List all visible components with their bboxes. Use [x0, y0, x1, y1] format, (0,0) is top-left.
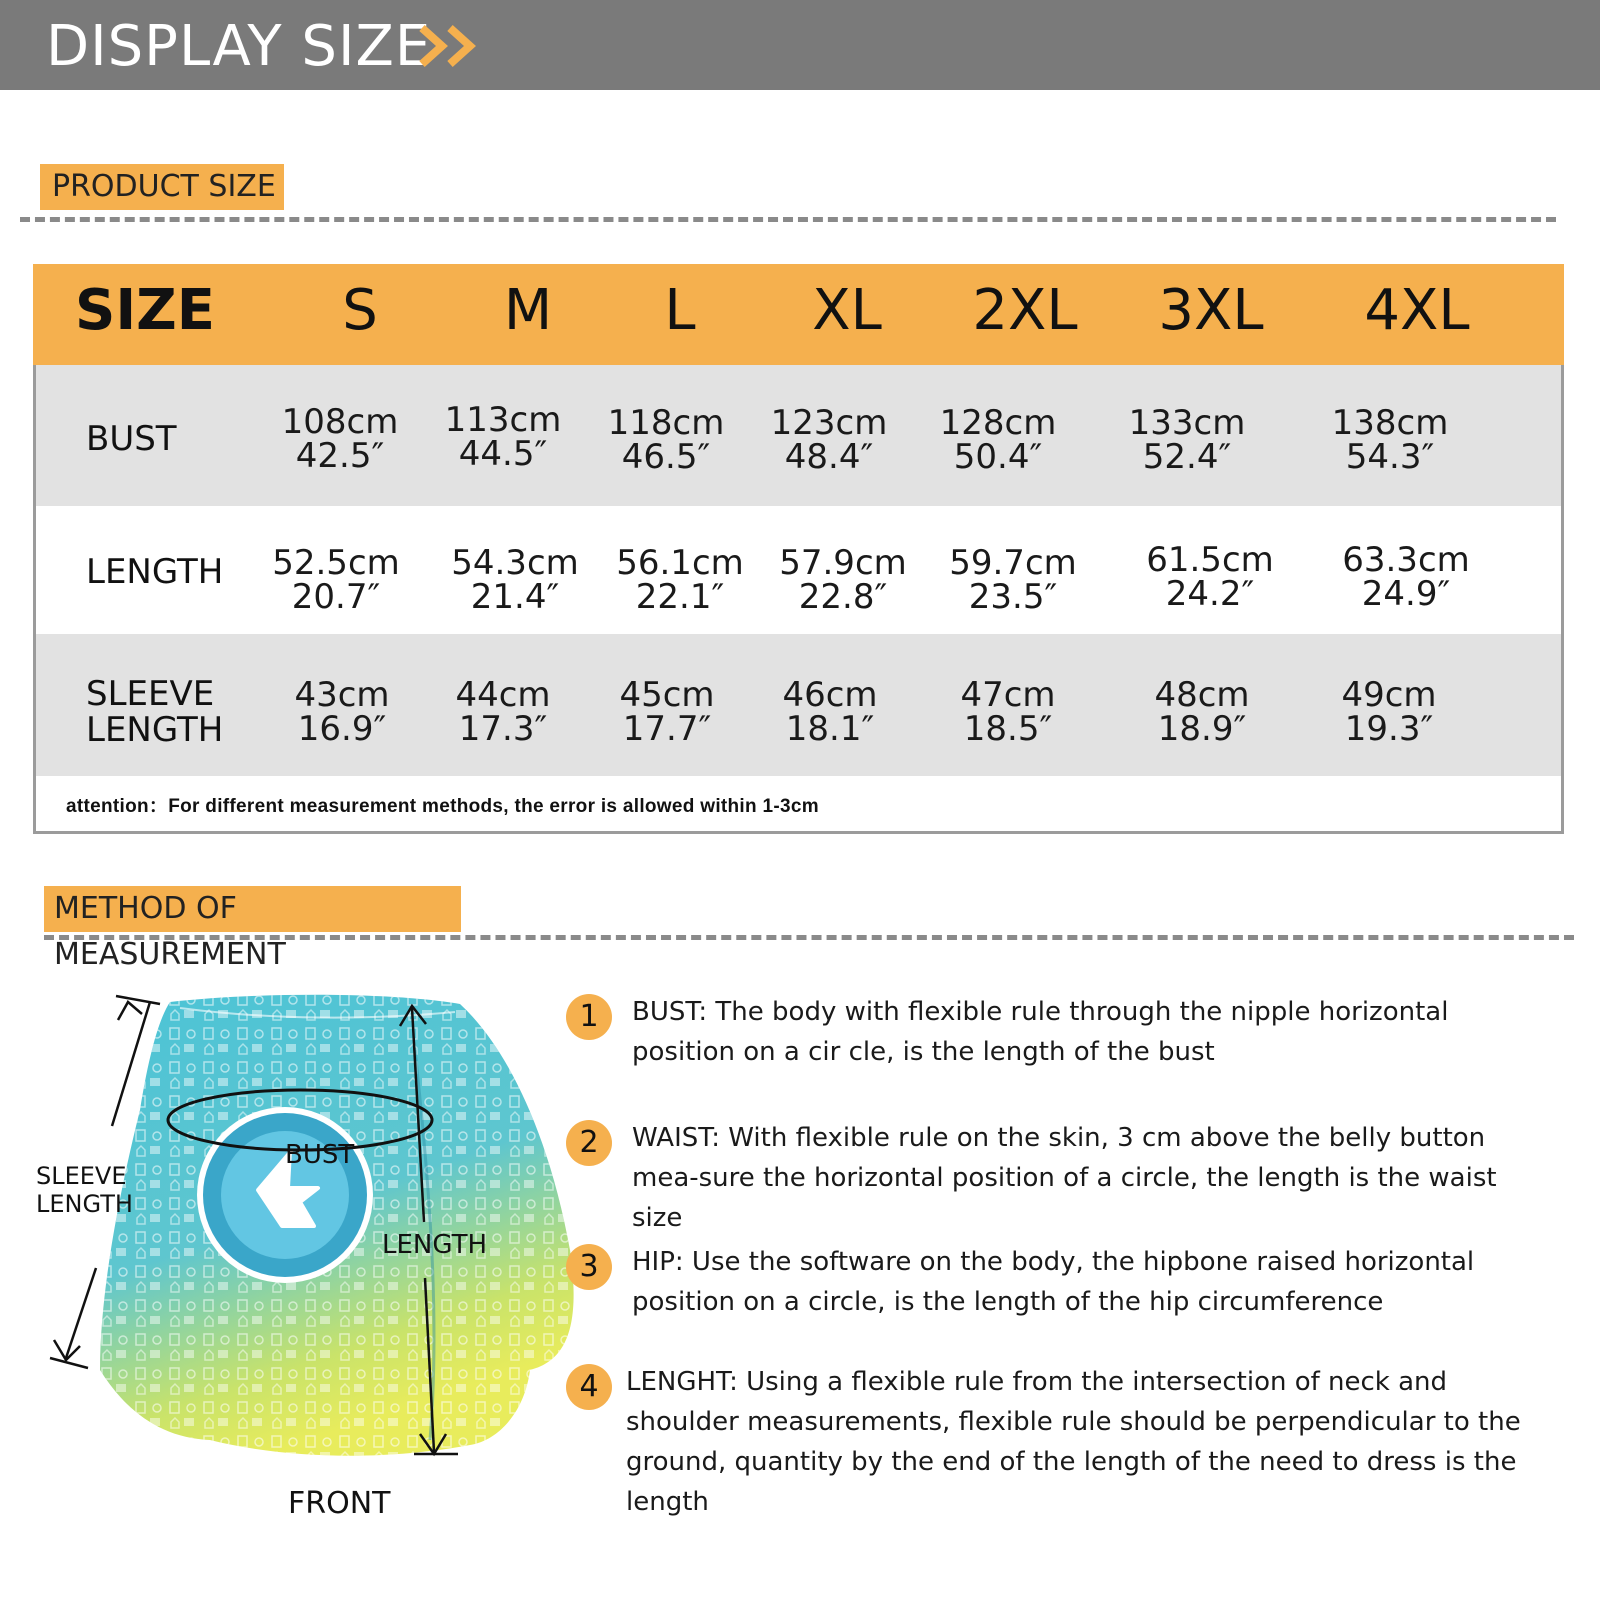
divider [44, 935, 1574, 940]
table-cell: 43cm 16.9″ [294, 675, 390, 749]
table-row-bust [36, 365, 1561, 506]
step-number-badge: 4 [566, 1364, 612, 1410]
size-column-header: 3XL [1158, 278, 1264, 343]
divider [20, 217, 1556, 222]
size-table [33, 264, 1564, 834]
table-cell: 118cm 46.5″ [607, 403, 725, 477]
table-cell: 46cm 18.1″ [782, 675, 878, 749]
table-cell: 108cm 42.5″ [281, 402, 399, 476]
size-column-header: XL [812, 278, 882, 343]
product-size-tag: PRODUCT SIZE [40, 164, 284, 210]
bust-label: BUST [285, 1140, 355, 1170]
table-cell: 133cm 52.4″ [1128, 403, 1246, 477]
table-cell: 45cm 17.7″ [619, 675, 715, 749]
table-cell: 54.3cm 21.4″ [451, 543, 579, 617]
row-label: LENGTH [86, 552, 224, 592]
table-cell: 63.3cm 24.9″ [1342, 540, 1470, 614]
row-label: BUST [86, 419, 177, 459]
table-cell: 47cm 18.5″ [960, 675, 1056, 749]
size-column-header: 4XL [1364, 278, 1470, 343]
table-cell: 138cm 54.3″ [1331, 403, 1449, 477]
step-number-badge: 2 [566, 1120, 612, 1166]
table-cell: 44cm 17.3″ [455, 675, 551, 749]
row-label: SLEEVE LENGTH [86, 674, 224, 750]
size-column-header: 2XL [972, 278, 1078, 343]
sleeve-length-label: SLEEVE LENGTH [36, 1162, 133, 1218]
step-text: HIP: Use the software on the body, the hipbone raised horizontal position on a circle, is the length of the hip circumference [632, 1247, 1475, 1317]
table-cell: 56.1cm 22.1″ [616, 543, 744, 617]
size-column-header: L [664, 278, 696, 343]
garment-illustration [30, 990, 600, 1550]
step-text: WAIST: With flexible rule on the skin, 3 cm above the belly button mea-sure the horizontal position of a circle, the length is the waist size [632, 1123, 1497, 1233]
page-title: DISPLAY SIZE [46, 14, 432, 79]
step-number-badge: 1 [566, 994, 612, 1040]
table-cell: 61.5cm 24.2″ [1146, 540, 1274, 614]
table-cell: 128cm 50.4″ [939, 403, 1057, 477]
table-cell: 113cm 44.5″ [444, 400, 562, 474]
step-number-badge: 3 [566, 1244, 612, 1290]
table-cell: 52.5cm 20.7″ [272, 543, 400, 617]
table-row-length [36, 506, 1561, 634]
table-cell: 57.9cm 22.8″ [779, 543, 907, 617]
garment-measurement-figure [30, 990, 600, 1550]
table-cell: 123cm 48.4″ [770, 403, 888, 477]
table-cell: 48cm 18.9″ [1154, 675, 1250, 749]
size-column-header: M [503, 278, 553, 343]
double-chevron-right-icon [418, 24, 492, 68]
front-caption: FRONT [288, 1486, 391, 1521]
table-cell: 59.7cm 23.5″ [949, 543, 1077, 617]
step-text: LENGHT: Using a flexible rule from the intersection of neck and shoulder measurements, flexible rule should be perpendicular to the ground, quantity by the end of the length of the need to dress is the length [626, 1367, 1521, 1517]
display-size-banner [0, 0, 1600, 90]
size-table-header [33, 264, 1564, 365]
length-label: LENGTH [382, 1230, 488, 1260]
table-cell: 49cm 19.3″ [1341, 675, 1437, 749]
step-text: BUST: The body with flexible rule through the nipple horizontal position on a cir cle, is the length of the bust [632, 997, 1449, 1067]
size-header-label: SIZE [75, 278, 216, 343]
table-row-sleeve-length [36, 634, 1561, 776]
attention-note: attention：For different measurement methods, the error is allowed within 1-3cm [66, 796, 819, 817]
method-of-measurement-tag: METHOD OF MEASUREMENT [44, 886, 461, 932]
size-column-header: S [342, 278, 378, 343]
